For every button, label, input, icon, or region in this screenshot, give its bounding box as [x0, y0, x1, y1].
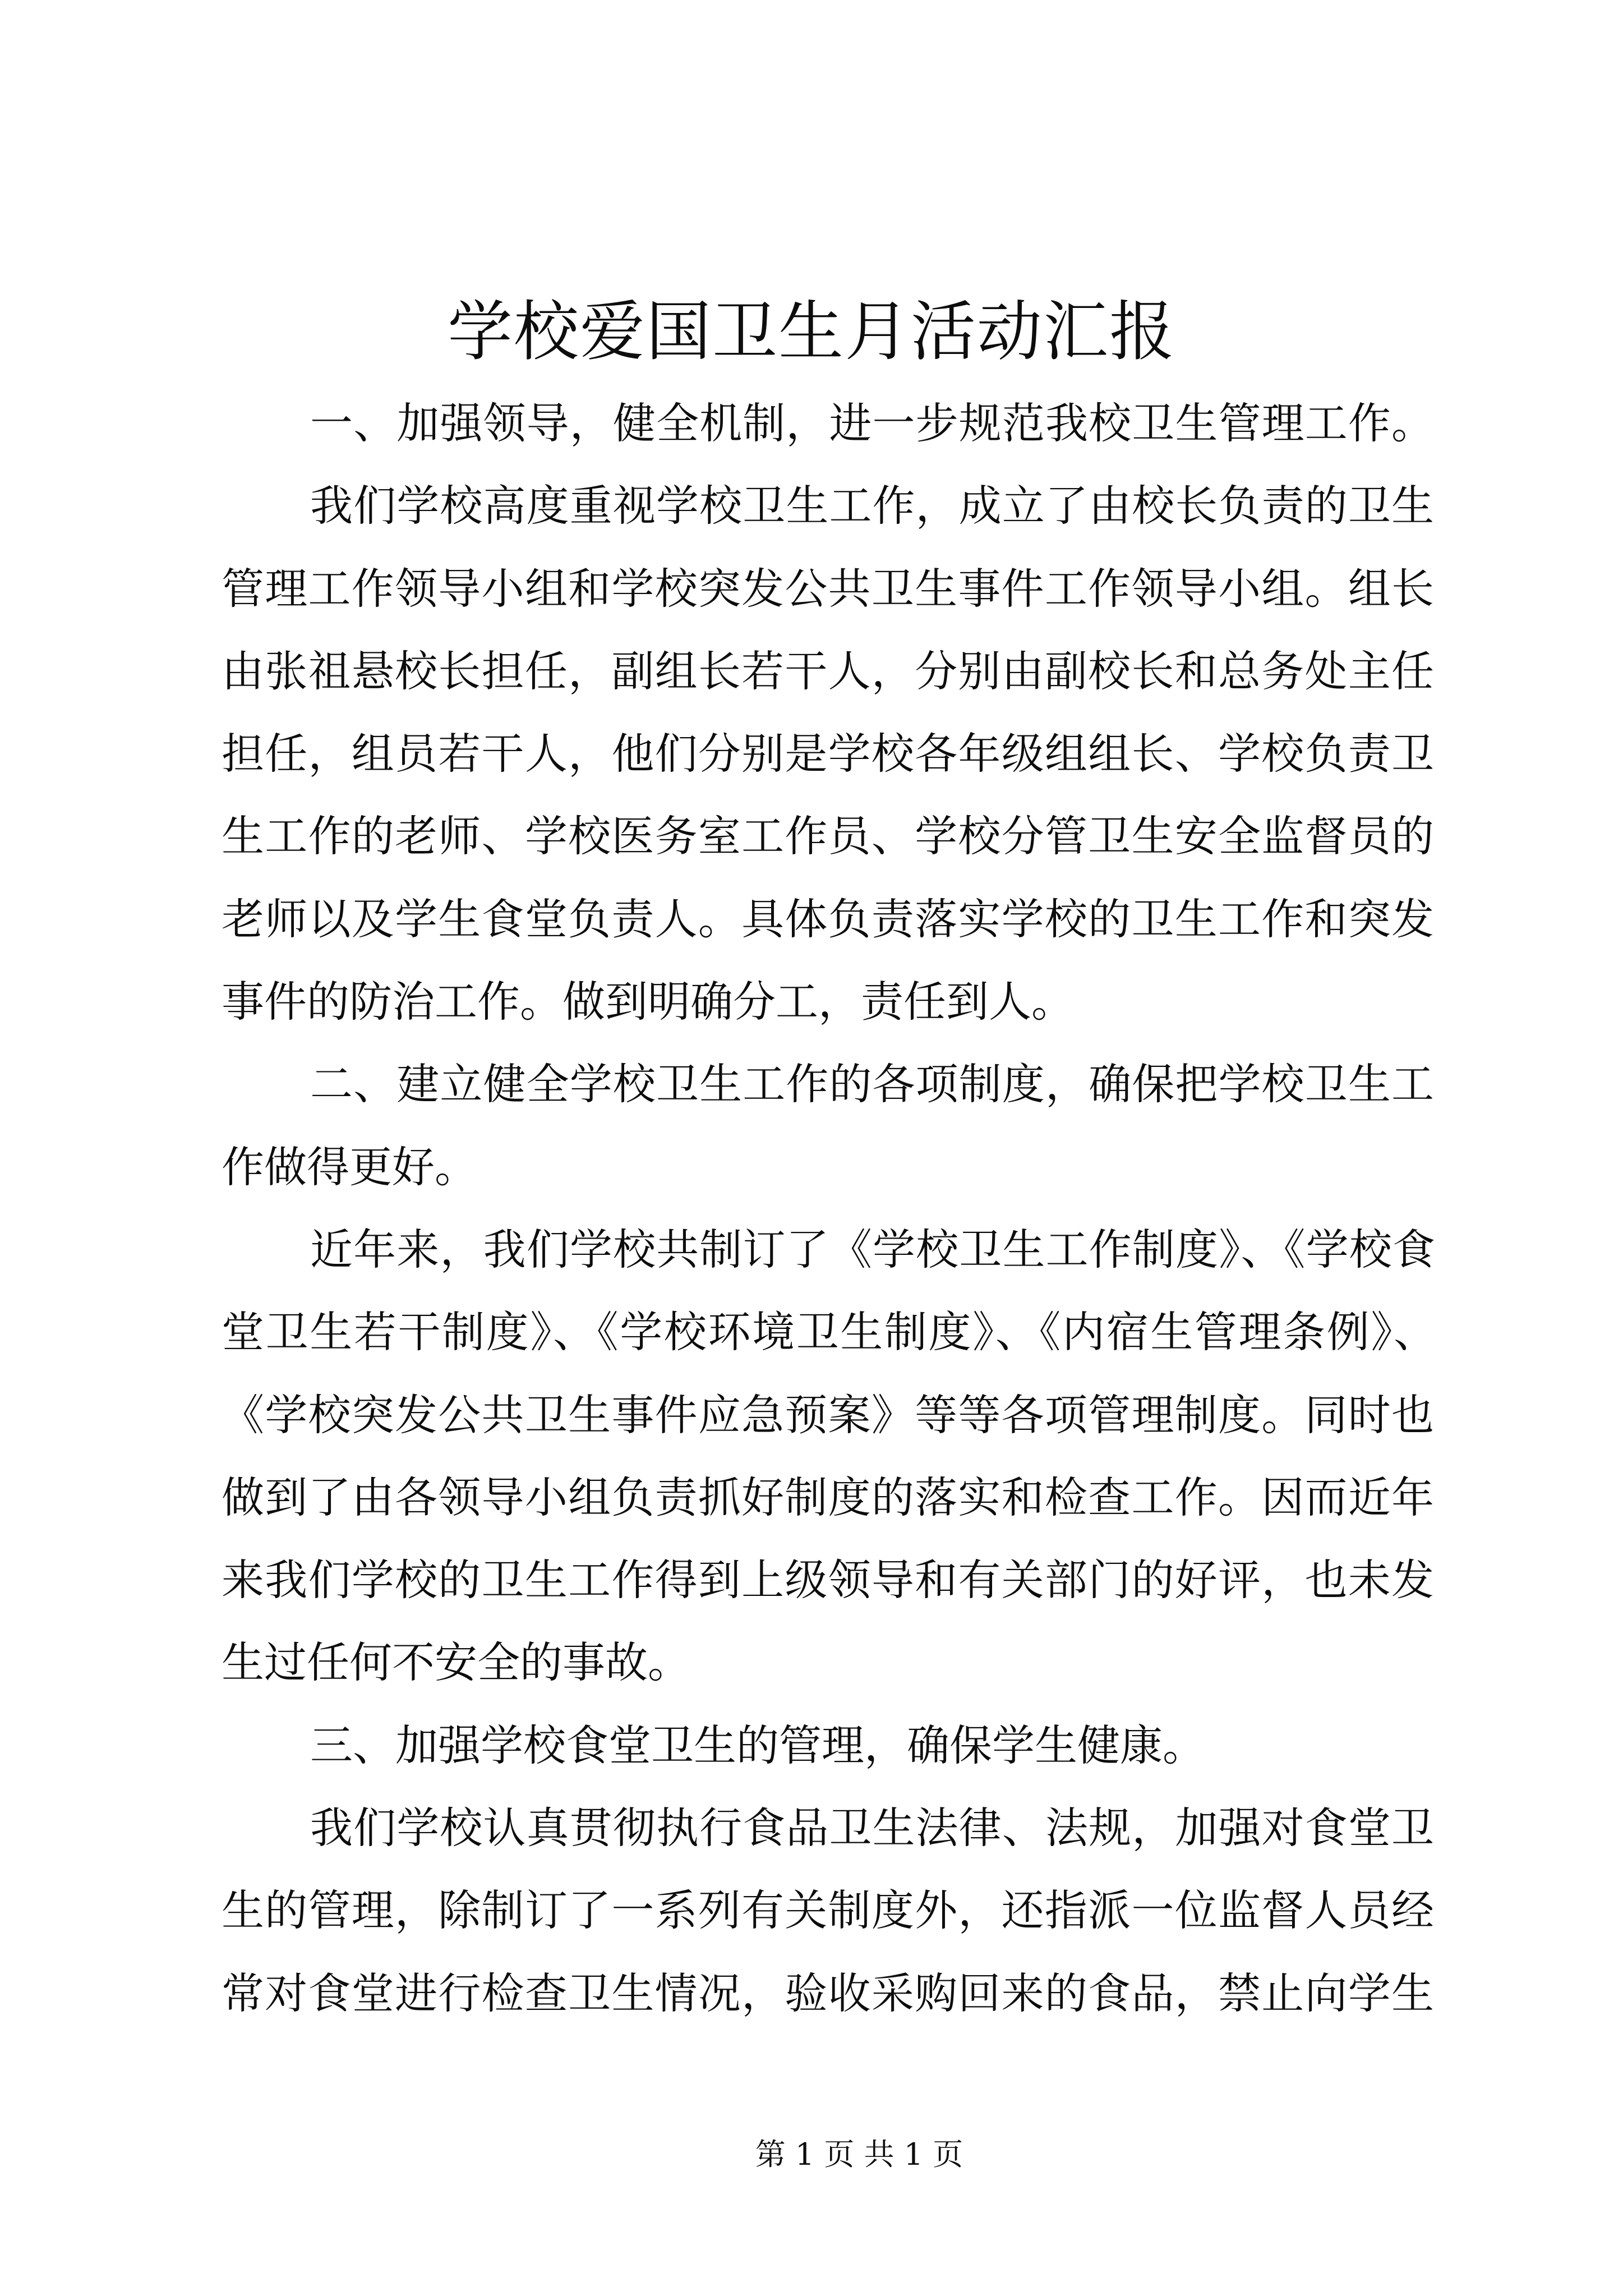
section-heading-2 — [222, 1043, 1434, 1208]
text-line: 常对食堂进行检查卫生情况，验收采购回来的食品，禁止向学生 — [222, 1968, 1434, 2018]
document-body — [222, 382, 1434, 2035]
text-line: 堂卫生若干制度》、《学校环境卫生制度》、《内宿生管理条例》、 — [222, 1307, 1434, 1358]
text-line: 生过任何不安全的事故。 — [222, 1637, 690, 1688]
text-line: 作做得更好。 — [222, 1142, 477, 1192]
section-heading-3 — [222, 1704, 1434, 1787]
text-line: 二、建立健全学校卫生工作的各项制度，确保把学校卫生工 — [310, 1059, 1434, 1110]
text-line: 《学校突发公共卫生事件应急预案》等等各项管理制度。同时也 — [222, 1389, 1434, 1440]
paragraph-regulations — [222, 1208, 1434, 1704]
text-line: 近年来，我们学校共制订了《学校卫生工作制度》、《学校食 — [310, 1224, 1434, 1274]
paragraph-canteen — [222, 1787, 1434, 2035]
page-footer: 第 1 页 共 1 页 — [755, 2137, 963, 2172]
text-line: 担任，组员若干人，他们分别是学校各年级组组长、学校负责卫 — [222, 729, 1434, 779]
text-line: 我们学校认真贯彻执行食品卫生法律、法规，加强对食堂卫 — [310, 1803, 1434, 1853]
text-line: 我们学校高度重视学校卫生工作，成立了由校长负责的卫生 — [310, 481, 1434, 531]
paragraph-leadership — [222, 464, 1434, 1043]
text-line: 来我们学校的卫生工作得到上级领导和有关部门的好评，也未发 — [222, 1555, 1434, 1605]
text-line: 事件的防治工作。做到明确分工，责任到人。 — [222, 977, 1074, 1027]
text-line: 管理工作领导小组和学校突发公共卫生事件工作领导小组。组长 — [222, 563, 1434, 614]
text-line: 老师以及学生食堂负责人。具体负责落实学校的卫生工作和突发 — [222, 894, 1434, 944]
text-line: 做到了由各领导小组负责抓好制度的落实和检查工作。因而近年 — [222, 1472, 1434, 1522]
text-line: 一、加强领导，健全机制，进一步规范我校卫生管理工作。 — [310, 398, 1434, 448]
document-title: 学校爱国卫生月活动汇报 — [448, 294, 1175, 370]
text-line: 生的管理，除制订了一系列有关制度外，还指派一位监督人员经 — [222, 1885, 1434, 1936]
text-line: 由张祖悬校长担任，副组长若干人，分别由副校长和总务处主任 — [222, 646, 1434, 696]
text-line: 生工作的老师、学校医务室工作员、学校分管卫生安全监督员的 — [222, 811, 1434, 862]
text-line: 三、加强学校食堂卫生的管理，确保学生健康。 — [310, 1720, 1205, 1770]
section-heading-1 — [222, 382, 1434, 464]
